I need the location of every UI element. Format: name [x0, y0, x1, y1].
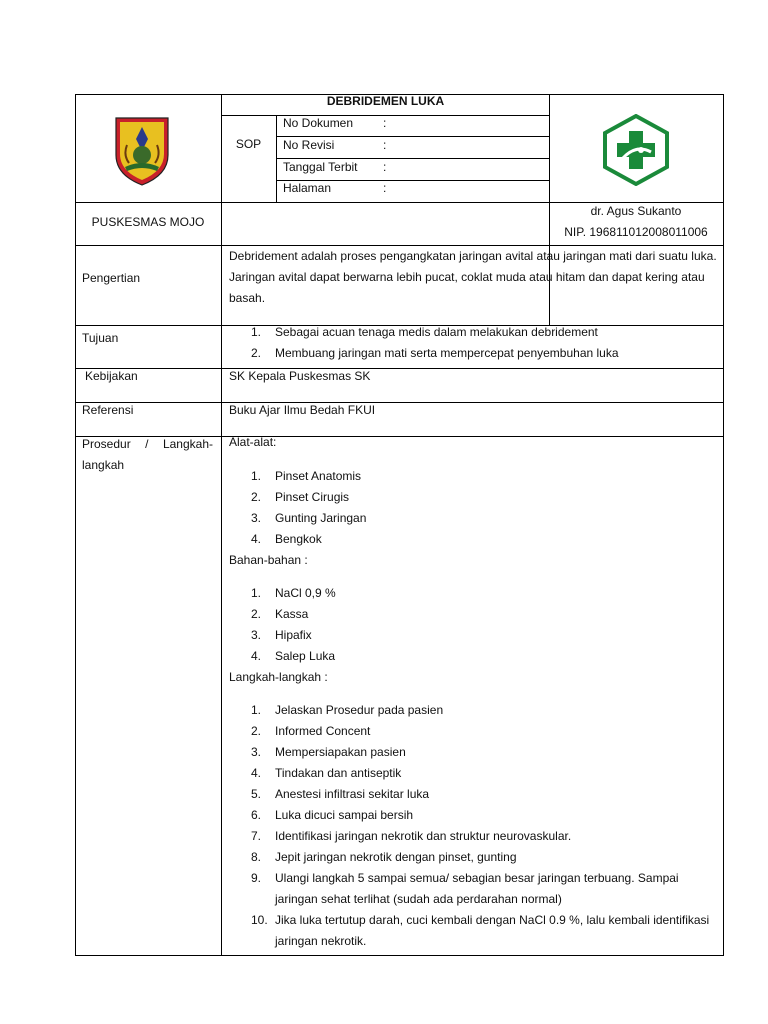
list-item: 3. Mempersiapakan pasien [251, 745, 406, 759]
bahan-list [229, 583, 719, 667]
list-item: 2. Pinset Cirugis [251, 490, 350, 504]
field-label-no-dokumen: No Dokumen [283, 116, 354, 130]
alat-list [229, 466, 719, 550]
sop-label: SOP [235, 137, 262, 151]
kebijakan-text: SK Kepala Puskesmas SK [229, 369, 371, 383]
field-sep: : [383, 181, 387, 195]
list-item: 6. Luka dicuci sampai bersih [251, 808, 414, 822]
list-item: 4. Tindakan dan antiseptik [251, 766, 402, 780]
langkah-list [229, 700, 719, 952]
field-sep: : [383, 160, 387, 174]
list-item: 2. Informed Concent [251, 724, 371, 738]
regency-coat-of-arms-icon [113, 115, 171, 187]
list-item: 1. Sebagai acuan tenaga medis dalam melakukan debridement [251, 325, 598, 339]
list-item: 2. Membuang jaringan mati serta mempercepat penyembuhan luka [251, 346, 619, 360]
referensi-text: Buku Ajar Ilmu Bedah FKUI [229, 403, 376, 417]
field-sep: : [383, 138, 387, 152]
list-item: 9. Ulangi langkah 5 sampai semua/ sebagian besar jaringan terbuang. Sampai jaringan sehat terlihat (sudah ada perdarahan normal) [251, 871, 679, 906]
field-label-tanggal-terbit: Tanggal Terbit [283, 160, 358, 174]
row-label-kebijakan: Kebijakan [85, 369, 138, 383]
list-item: 5. Anestesi infiltrasi sekitar luka [251, 787, 430, 801]
document-title: DEBRIDEMEN LUKA [326, 94, 445, 108]
list-item: 4. Salep Luka [251, 649, 336, 663]
field-label-halaman: Halaman [283, 181, 332, 195]
list-item: 1. Pinset Anatomis [251, 469, 362, 483]
list-item: 4. Bengkok [251, 532, 322, 546]
list-item: 1. Jelaskan Prosedur pada pasien [251, 703, 444, 717]
institution-name: PUSKESMAS MOJO [91, 215, 205, 229]
puskesmas-logo-icon [601, 114, 671, 186]
pengertian-text: Debridement adalah proses pengangkatan jaringan avital atau jaringan mati dari suatu luka. Jaringan avital dapat berwarna lebih pucat, coklat muda atau hitam dan dapat kering atau basah. [229, 249, 717, 305]
langkah-heading: Langkah-langkah : [229, 670, 328, 684]
row-label-tujuan: Tujuan [82, 331, 119, 345]
list-item: 3. Hipafix [251, 628, 312, 642]
field-sep: : [383, 116, 387, 130]
tujuan-list [229, 322, 719, 364]
list-item: 1. NaCl 0,9 % [251, 586, 336, 600]
list-item: 7. Identifikasi jaringan nekrotik dan struktur neurovaskular. [251, 829, 572, 843]
signer-nip: NIP. 196811012008011006 [564, 225, 708, 239]
alat-heading: Alat-alat: [229, 435, 277, 449]
field-label-no-revisi: No Revisi [283, 138, 335, 152]
list-item: 10. Jika luka tertutup darah, cuci kembali dengan NaCl 0.9 %, lalu kembali identifikasi jaringan nekrotik. [251, 913, 710, 948]
row-label-pengertian: Pengertian [82, 271, 141, 285]
list-item: 3. Gunting Jaringan [251, 511, 367, 525]
list-item: 2. Kassa [251, 607, 309, 621]
list-item: 8. Jepit jaringan nekrotik dengan pinset, gunting [251, 850, 517, 864]
row-label-prosedur: Prosedur / Langkah-langkah [82, 437, 213, 472]
signer-name: dr. Agus Sukanto [590, 204, 682, 218]
row-label-referensi: Referensi [82, 403, 134, 417]
bahan-heading: Bahan-bahan : [229, 553, 308, 567]
